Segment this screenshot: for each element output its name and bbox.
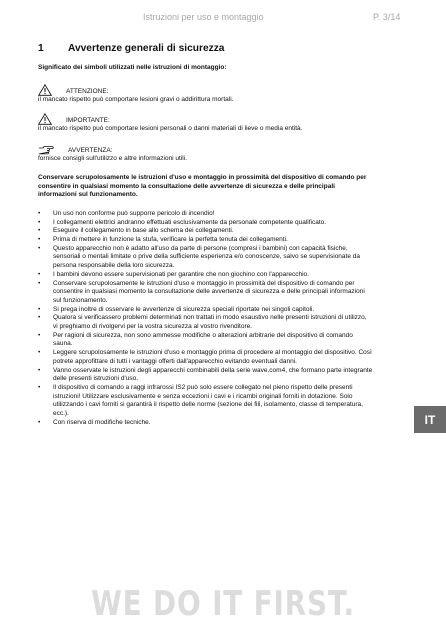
list-item: • Qualora si verificassero problemi determinati non trattati in modo esaustivo nelle presenti istruzioni di utilizzo, vi preghiamo di rivolgervi per la vostra sicurezza al vostro rivenditore. [38,314,373,331]
list-item: • Con riserva di modifiche tecniche. [38,419,373,428]
section-title: Avvertenze generali di sicurezza [68,43,225,54]
page-content [38,64,373,428]
symbol-description: fornisce consigli sull'utilizzo e altre informazioni utili. [38,155,187,163]
list-item: • Per ragioni di sicurezza, non sono ammesse modifiche o alterazioni arbitrarie del dispositivo di comando sauna. [38,332,373,349]
list-item: • Leggere scrupolosamente le istruzioni d'uso e montaggio prima di procedere al montaggio del dispositivo. Così potrete approfittare di tutti i vantaggi offerti dall'apparecchio evitando eventuali danni. [38,349,373,366]
warning-triangle-icon [38,113,52,125]
list-item: • Si prega inoltre di osservare le avvertenze di sicurezza speciali riportate nei singoli capitoli. [38,306,373,315]
page-number: P. 3/14 [373,12,401,22]
section-number: 1 [38,43,44,54]
language-tab: IT [414,406,446,433]
list-item: • Il dispositivo di comando a raggi infrarossi IS2 può solo essere collegato nel pieno rispetto delle presenti istruzioni! Utilizzare esclusivamente e senza eccezioni i cavi e i ricambi originali forniti in dotazione. Solo utilizzando i cavi forniti si garantirà il rispetto delle norme (sezione dei fili, isolamento, classe di temperatura, ecc.). [38,384,373,419]
symbol-label: ATTENZIONE: [66,87,109,95]
list-item: • Vanno osservate le istruzioni degli apparecchi combinabili della serie wave.com4, che formano parte integrante delle presenti istruzioni d'uso. [38,367,373,384]
symbol-description: il mancato rispetto può comportare lesioni personali o danni materiali di lieve o media entità. [38,125,303,133]
list-item: • Eseguire il collegamento in base allo schema dei collegamenti. [38,227,373,236]
pointing-hand-icon [38,145,54,155]
section-heading [38,43,224,54]
list-item: • Questo apparecchio non è adatto all'uso da parte di persone (compresi i bambini) con capacità fisiche, sensoriali o mentali limitate o prive della sufficiente esperienza e/o conoscenze, salvo se supervisionate da persona responsabile della loro sicurezza. [38,245,373,271]
list-item: • Conservare scrupolosamente le istruzioni d'uso e montaggio in prossimità del dispositivo di comando per consentire in qualsiasi momento la consultazione delle avvertenze di sicurezza e delle principali informazioni sul funzionamento. [38,280,373,306]
list-item: • I bambini devono essere supervisionati per garantire che non giochino con l'apparecchio. [38,271,373,280]
symbol-label: IMPORTANTE: [66,117,110,125]
symbols-intro: Significato dei simboli utilizzati nelle istruzioni di montaggio: [38,64,227,71]
keep-instructions-notice: Conservare scrupolosamente le istruzioni d'uso e montaggio in prossimità del dispositivo di comando per consentire in qualsiasi momento la consultazione delle avvertenze di sicurezza e delle principali informazioni sul funzionamento. [38,173,367,199]
list-item: • I collegamenti elettrici andranno effettuati esclusivamente da personale competente qualificato. [38,219,373,228]
symbol-description: il mancato rispetto può comportare lesioni gravi o addirittura mortali. [38,95,234,103]
symbol-avvertenza [38,141,373,164]
brand-slogan: WE DO IT FIRST. [91,584,355,624]
list-item: • Un uso non conforme può supporre pericolo di incendio! [38,210,373,219]
safety-bullet-list [38,210,373,428]
list-item: • Prima di mettere in funzione la stufa, verificare la perfetta tenuta dei collegamenti. [38,236,373,245]
warning-triangle-icon [38,84,52,96]
symbol-importante [38,111,373,134]
document-title: Istruzioni per uso e montaggio [143,12,264,22]
symbol-attenzione [38,82,373,105]
symbol-label: AVVERTENZA: [68,147,113,155]
